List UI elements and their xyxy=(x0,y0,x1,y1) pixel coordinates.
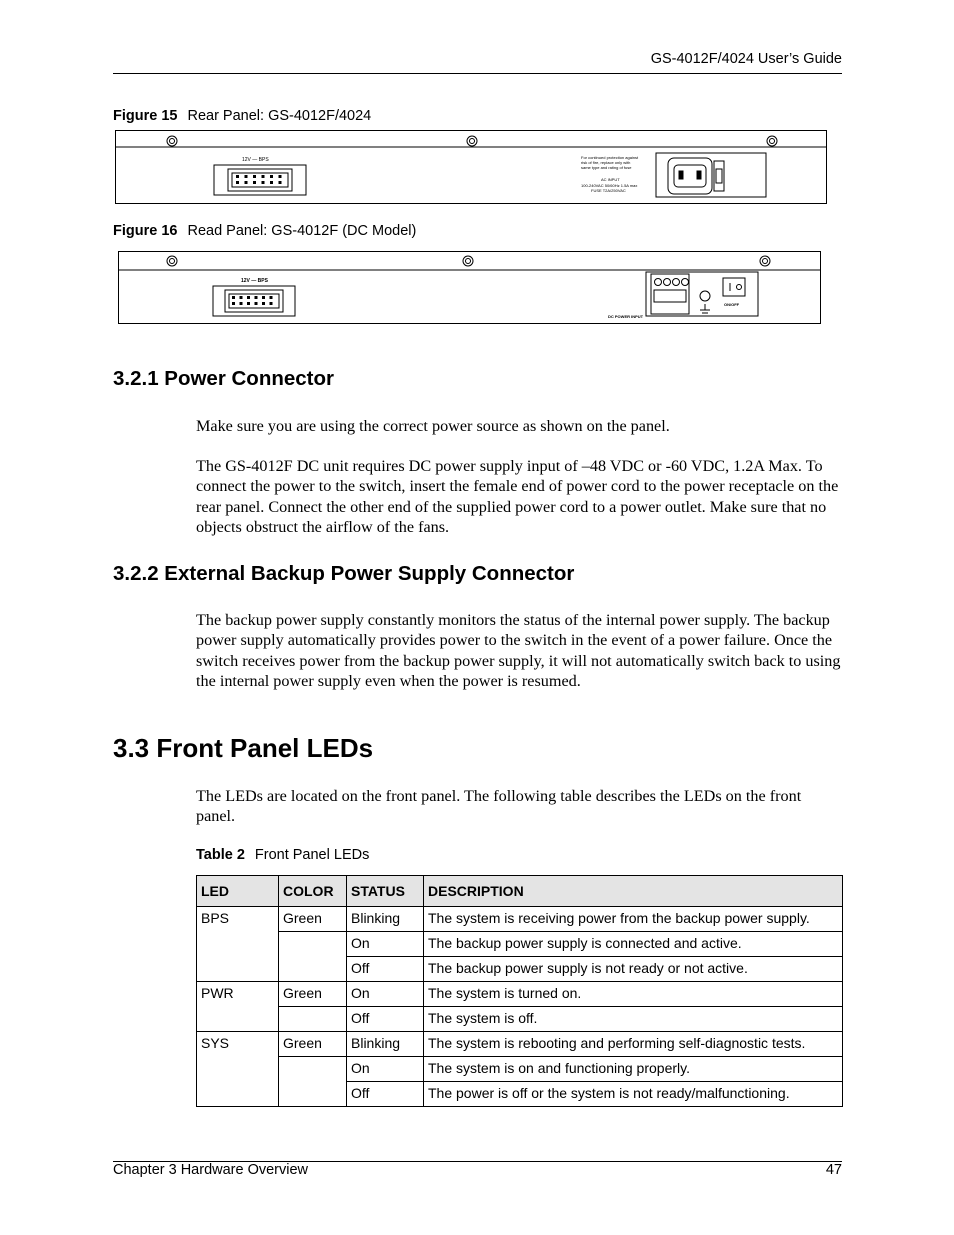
table-row xyxy=(197,982,843,1007)
figure-15-caption xyxy=(113,108,371,124)
power-inlet-icon xyxy=(656,153,766,197)
figure-15-title: Rear Panel: GS-4012F/4024 xyxy=(187,108,372,124)
dc-terminal-block-icon xyxy=(651,274,689,314)
connector-pin xyxy=(255,296,258,299)
connector-pin xyxy=(262,296,265,299)
fuse-warning-line: For continued protection against xyxy=(581,155,639,160)
led-color-cell-empty xyxy=(279,1007,347,1032)
section-heading-front-panel-leds: 3.3 Front Panel LEDs xyxy=(113,733,374,763)
table-row xyxy=(197,907,843,932)
led-name-cell: PWR xyxy=(197,982,279,1032)
rear-panel-dc-image xyxy=(118,251,821,324)
connector-pin xyxy=(253,175,256,178)
column-header: STATUS xyxy=(347,876,424,907)
bps-connector-pins xyxy=(236,175,282,184)
paragraph: Make sure you are using the correct power source as shown on the panel. xyxy=(196,417,670,435)
connector-pin xyxy=(245,175,248,178)
column-header: COLOR xyxy=(279,876,347,907)
status-cell: Off xyxy=(347,1007,424,1032)
header-rule xyxy=(113,73,842,74)
figure-16-label: Figure 16 xyxy=(113,223,178,239)
power-switch-icon xyxy=(646,272,758,316)
bps-connector-label: 12V — BPS xyxy=(242,157,269,163)
table-2-title: Front Panel LEDs xyxy=(254,847,370,863)
description-cell: The backup power supply is connected and active. xyxy=(424,932,843,957)
connector-pin xyxy=(240,296,243,299)
led-color-cell-empty xyxy=(279,932,347,982)
section-heading-external-bps: 3.2.2 External Backup Power Supply Connector xyxy=(113,562,575,585)
description-cell: The backup power supply is not ready or not active. xyxy=(424,957,843,982)
connector-pin xyxy=(232,296,235,299)
paragraph: The backup power supply constantly monitors the status of the internal power supply. The backup power supply automatically provides power to the switch in the event of a power failure. Once the switch receives power from the backup power supply, it will not automatically switch back to using the internal power supply even when the power is resumed. xyxy=(196,611,841,690)
connector-pin xyxy=(270,296,273,299)
bps-connector-icon xyxy=(213,286,295,316)
led-color-cell-empty xyxy=(279,1057,347,1107)
connector-pin xyxy=(247,296,250,299)
led-name-cell: SYS xyxy=(197,1032,279,1107)
connector-pin xyxy=(253,181,256,184)
status-cell: Off xyxy=(347,1082,424,1107)
description-cell: The system is off. xyxy=(424,1007,843,1032)
connector-pin xyxy=(279,175,282,178)
connector-pin xyxy=(247,302,250,305)
table-2-caption xyxy=(196,847,369,863)
table-row xyxy=(197,1007,843,1032)
status-cell: On xyxy=(347,1057,424,1082)
connector-pin xyxy=(262,175,265,178)
connector-pin xyxy=(279,181,282,184)
status-cell: Blinking xyxy=(347,907,424,932)
bps-connector-label: 12V — BPS xyxy=(241,278,268,284)
ac-input-line: 100-240VAC 50/60Hz 1.5A max xyxy=(581,183,638,188)
figure-15-label: Figure 15 xyxy=(113,108,178,124)
status-cell: On xyxy=(347,932,424,957)
connector-pin xyxy=(245,181,248,184)
connector-pin xyxy=(262,181,265,184)
section-heading-power-connector: 3.2.1 Power Connector xyxy=(113,367,335,390)
table-row xyxy=(197,1032,843,1057)
connector-pin xyxy=(270,302,273,305)
description-cell: The system is on and functioning properly. xyxy=(424,1057,843,1082)
paragraph: The LEDs are located on the front panel. The following table describes the LEDs on the front panel. xyxy=(196,787,802,826)
bps-connector-pins xyxy=(232,296,273,305)
led-color-cell: Green xyxy=(279,982,347,1007)
fuse-warning-line: same type and rating of fuse xyxy=(581,165,632,170)
column-header: LED xyxy=(197,876,279,907)
connector-pin xyxy=(262,302,265,305)
status-cell: Blinking xyxy=(347,1032,424,1057)
rear-panel-ac-drawing xyxy=(116,131,826,203)
connector-pin xyxy=(270,175,273,178)
led-color-cell: Green xyxy=(279,1032,347,1057)
led-name-cell: BPS xyxy=(197,907,279,982)
footer-page-number: 47 xyxy=(825,1162,842,1178)
mount-screw-icon xyxy=(167,136,777,146)
ac-input-line: AC INPUT xyxy=(601,177,620,182)
rear-panel-dc-drawing xyxy=(119,252,820,323)
connector-pin xyxy=(255,302,258,305)
bps-connector-icon xyxy=(214,165,306,195)
status-cell: On xyxy=(347,982,424,1007)
figure-16-title: Read Panel: GS-4012F (DC Model) xyxy=(187,223,417,239)
front-panel-leds-table xyxy=(196,875,843,1107)
rear-panel-ac-image xyxy=(115,130,827,204)
ground-icon xyxy=(700,291,710,313)
connector-pin xyxy=(270,181,273,184)
footer-chapter: Chapter 3 Hardware Overview xyxy=(113,1162,309,1178)
paragraph: The GS-4012F DC unit requires DC power supply input of –48 VDC or -60 VDC, 1.2A Max. To connect the power to the switch, insert the female end of power cord to the power receptacle on the rear panel. Connect the other end of the supplied power cord to a power outlet. Make sure that no objects obstruct the airflow of the fans. xyxy=(196,457,839,536)
connector-pin xyxy=(232,302,235,305)
column-header: DESCRIPTION xyxy=(424,876,843,907)
description-cell: The system is turned on. xyxy=(424,982,843,1007)
led-color-cell: Green xyxy=(279,907,347,932)
table-header-row xyxy=(197,876,843,907)
description-cell: The power is off or the system is not ready/malfunctioning. xyxy=(424,1082,843,1107)
description-cell: The system is rebooting and performing self-diagnostic tests. xyxy=(424,1032,843,1057)
fuse-warning-line: risk of fire, replace only with xyxy=(581,160,631,165)
table-row xyxy=(197,1057,843,1082)
status-cell: Off xyxy=(347,957,424,982)
connector-pin xyxy=(236,181,239,184)
figure-16-caption xyxy=(113,223,416,239)
mount-screw-icon xyxy=(167,256,770,266)
power-switch-label: ON/OFF xyxy=(724,302,740,307)
table-row xyxy=(197,932,843,957)
connector-pin xyxy=(240,302,243,305)
connector-pin xyxy=(236,175,239,178)
ac-input-line: FUSE T2A/250VAC xyxy=(591,188,626,193)
dc-power-input-label: DC POWER INPUT xyxy=(608,314,644,319)
description-cell: The system is receiving power from the backup power supply. xyxy=(424,907,843,932)
running-header: GS-4012F/4024 User’s Guide xyxy=(650,51,842,67)
table-2-label: Table 2 xyxy=(196,847,245,863)
